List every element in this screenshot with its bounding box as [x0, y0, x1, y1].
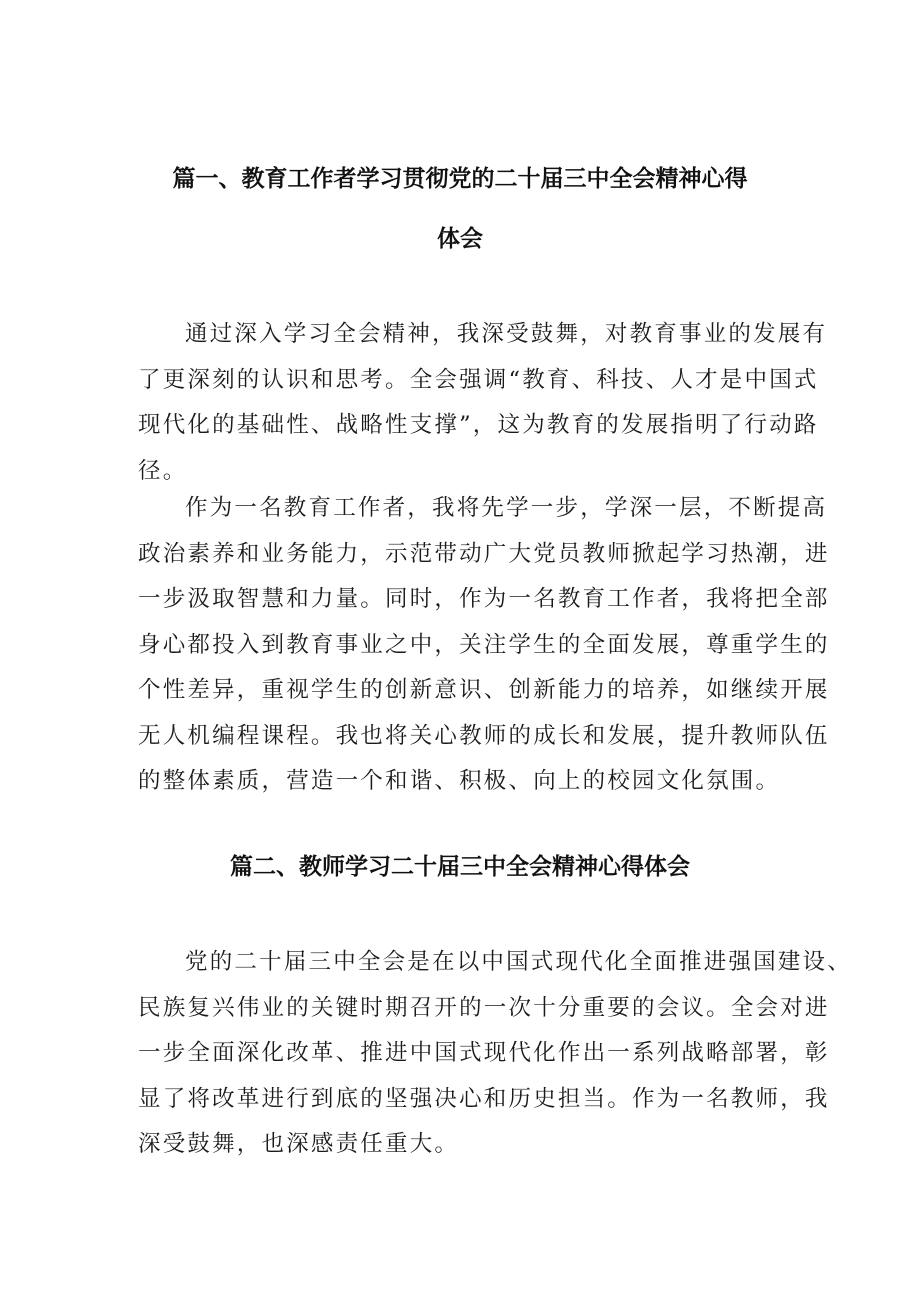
section1-paragraph2 [138, 486, 830, 805]
paragraph-line: 一步汲取智慧和力量。同时，作为一名教育工作者，我将把全部 [138, 586, 830, 612]
paragraph-line: 身心都投入到教育事业之中，关注学生的全面发展，尊重学生的 [138, 631, 830, 658]
section2-paragraph1 [138, 940, 852, 1168]
paragraph-line: 了更深刻的认识和思考。全会强调“教育、科技、人才是中国式 [138, 366, 819, 393]
paragraph-line: 民族复兴伟业的关键时期召开的一次十分重要的会议。全会对进 [138, 994, 830, 1021]
paragraph-line: 党的二十届三中全会是在以中国式现代化全面推进强国建设、 [185, 949, 852, 975]
paragraph-line: 深受鼓舞，也深感责任重大。 [138, 1131, 460, 1157]
section1-paragraph1 [138, 312, 828, 494]
paragraph-line: 作为一名教育工作者，我将先学一步，学深一层，不断提高 [185, 495, 828, 521]
section1-title-line2: 体会 [437, 226, 483, 252]
paragraph-line: 现代化的基础性、战略性支撑”，这为教育的发展指明了行动路 [138, 412, 819, 438]
paragraph-line: 一步全面深化改革、推进中国式现代化作出一系列战略部署，彰 [138, 1040, 830, 1066]
paragraph-line: 显了将改革进行到底的坚强决心和历史担当。作为一名教师，我 [138, 1085, 830, 1112]
paragraph-line: 径。 [138, 457, 188, 484]
section2-title: 篇二、教师学习二十届三中全会精神心得体会 [230, 854, 690, 880]
paragraph-line: 无人机编程课程。我也将关心教师的成长和发展，提升教师队伍 [138, 722, 830, 749]
paragraph-line: 个性差异，重视学生的创新意识、创新能力的培养，如继续开展 [138, 677, 830, 703]
paragraph-line: 政治素养和业务能力，示范带动广大党员教师掀起学习热潮，进 [138, 540, 830, 567]
paragraph-line: 通过深入学习全会精神，我深受鼓舞，对教育事业的发展有 [185, 321, 828, 347]
paragraph-line: 的整体素质，营造一个和谐、积极、向上的校园文化氛围。 [138, 768, 781, 794]
section1-title-line1: 篇一、教育工作者学习贯彻党的二十届三中全会精神心得 [172, 166, 748, 192]
